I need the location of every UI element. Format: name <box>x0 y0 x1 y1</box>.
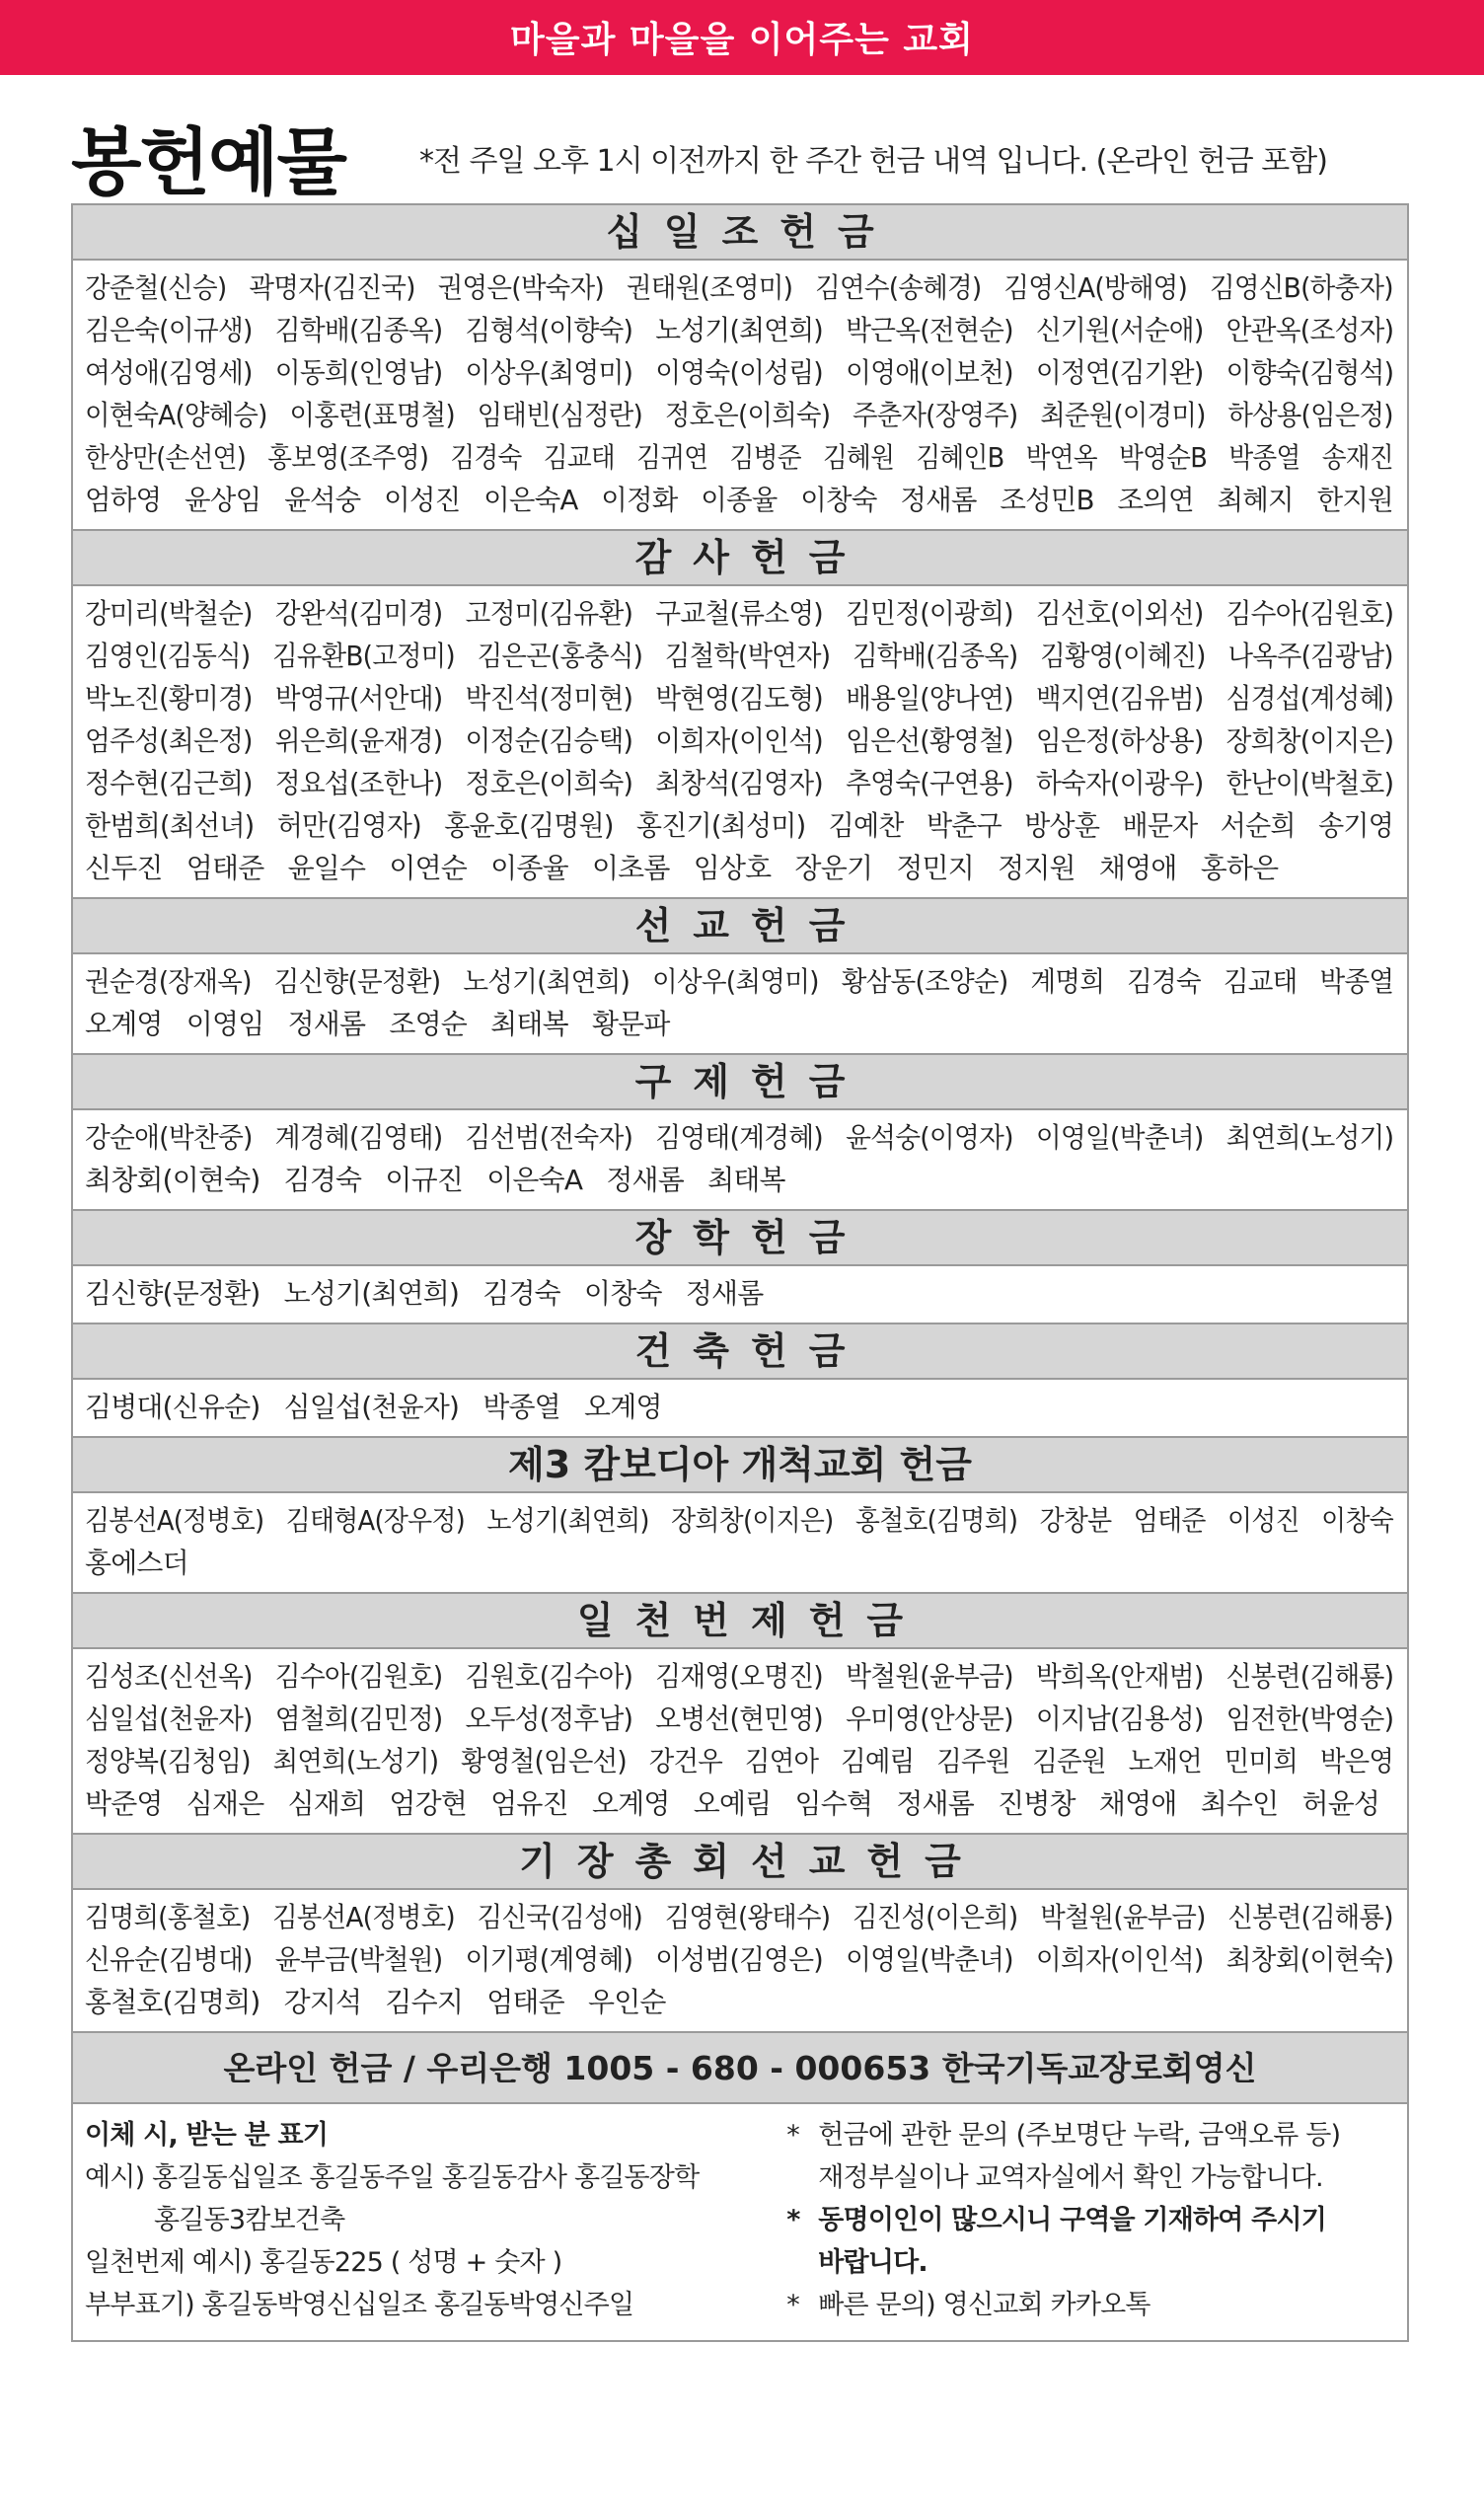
name-line: 정양복(김청임) 최연희(노성기) 황영철(임은선) 강건우 김연아 김예림 김주원 김준원 노재언 민미희 박은영 <box>85 1745 1394 1777</box>
name-line: 심일섭(천윤자) 염철희(김민정) 오두성(정후남) 오병선(현민영) 우미영(안상문) 이지남(김용성) 임전한(박영순) <box>85 1702 1394 1735</box>
name-line: 박준영 심재은 심재희 엄강현 엄유진 오계영 오예림 임수혁 정새롬 진병창 채영애 최수인 허윤성 <box>85 1787 1380 1820</box>
section-names <box>73 261 1407 531</box>
couple-example: 부부표기) 홍길동박영신십일조 홍길동박영신주일 <box>85 2290 634 2320</box>
name-line: 한범희(최선녀) 허만(김영자) 홍윤호(김명원) 홍진기(최성미) 김예찬 박춘구 방상훈 배문자 서순희 송기영 <box>85 809 1394 842</box>
transfer-title: 이체 시, 받는 분 표기 <box>85 2120 329 2151</box>
name-line: 최창회(이현숙) 김경숙 이규진 이은숙A 정새롬 최태복 <box>85 1164 785 1196</box>
section-title: 일천번제헌금 <box>73 1594 1407 1649</box>
inquiry-note-1-line1: 헌금에 관한 문의 (주보명단 누락, 금액오류 등) <box>818 2120 1341 2151</box>
inquiry-notes <box>786 2114 1395 2326</box>
asterisk-icon: * <box>786 2205 800 2235</box>
name-line: 김신향(문정환) 노성기(최연희) 김경숙 이창숙 정새롬 <box>85 1277 764 1310</box>
transfer-example: 예시) 홍길동십일조 홍길동주일 홍길동감사 홍길동장학 <box>85 2162 700 2193</box>
inquiry-note-2-line1: 동명이인이 많으시니 구역을 기재하여 주시기 <box>818 2205 1327 2235</box>
section-title: 선교헌금 <box>73 899 1407 954</box>
asterisk-icon: * <box>786 2290 799 2320</box>
name-line: 권순경(장재옥) 김신향(문정환) 노성기(최연희) 이상우(최영미) 황삼동(조양순) 계명희 김경숙 김교태 박종열 <box>85 965 1394 998</box>
transfer-instructions <box>85 2114 786 2326</box>
section-title: 기장총회선교헌금 <box>73 1835 1407 1890</box>
section-names <box>73 1110 1407 1211</box>
name-line: 신유순(김병대) 윤부금(박철원) 이기평(계영혜) 이성범(김영은) 이영일(박춘녀) 이희자(이인석) 최창회(이현숙) <box>85 1943 1394 1976</box>
name-line: 김은숙(이규생) 김학배(김종옥) 김형석(이향숙) 노성기(최연희) 박근옥(전현순) 신기원(서순애) 안관옥(조성자) <box>85 314 1394 346</box>
name-line: 김영인(김동식) 김유환B(고정미) 김은곤(홍충식) 김철학(박연자) 김학배(김종옥) 김황영(이혜진) 나옥주(김광남) <box>85 640 1393 672</box>
name-line: 김명희(홍철호) 김봉선A(정병호) 김신국(김성애) 김영현(왕태수) 김진성(이은희) 박철원(윤부금) 신봉련(김해룡) <box>85 1901 1393 1933</box>
name-line: 홍철호(김명희) 강지석 김수지 엄태준 우인순 <box>85 1986 666 2018</box>
section-title: 십일조헌금 <box>73 205 1407 261</box>
section-title: 건축헌금 <box>73 1324 1407 1380</box>
inquiry-note-2 <box>786 2199 1395 2284</box>
section-names <box>73 1890 1407 2033</box>
section-title: 감사헌금 <box>73 531 1407 586</box>
section-names <box>73 954 1407 1055</box>
thousand-offering-example: 일천번제 예시) 홍길동225 ( 성명 + 숫자 ) <box>85 2247 562 2278</box>
section-names <box>73 1493 1407 1594</box>
name-line: 엄하영 윤상임 윤석숭 이성진 이은숙A 이정화 이종율 이창숙 정새롬 조성민B 조의연 최혜지 한지원 <box>85 484 1393 516</box>
page-title: 봉헌예물 <box>71 120 345 205</box>
inquiry-note-1-line2: 재정부실이나 교역자실에서 확인 가능합니다. <box>818 2162 1323 2193</box>
online-offering-info <box>73 2104 1407 2340</box>
name-line: 김봉선A(정병호) 김태형A(장우정) 노성기(최연희) 장희창(이지은) 홍철호(김명희) 강창분 엄태준 이성진 이창숙 <box>85 1504 1394 1537</box>
offering-sections <box>73 205 1407 2033</box>
inquiry-note-1 <box>786 2114 1395 2199</box>
name-line: 오계영 이영임 정새롬 조영순 최태복 황문파 <box>85 1008 670 1040</box>
name-line: 신두진 엄태준 윤일수 이연순 이종율 이초롬 임상호 장운기 정민지 정지원 채영애 홍하은 <box>85 852 1279 884</box>
name-line: 김성조(신선옥) 김수아(김원호) 김원호(김수아) 김재영(오명진) 박철원(윤부금) 박희옥(안재범) 신봉련(김해룡) <box>85 1660 1394 1693</box>
inquiry-note-3 <box>786 2284 1395 2326</box>
section-title: 장학헌금 <box>73 1211 1407 1266</box>
name-line: 홍에스더 <box>85 1547 188 1579</box>
name-line: 강미리(박철순) 강완석(김미경) 고정미(김유환) 구교철(류소영) 김민정(이광희) 김선호(이외선) 김수아(김원호) <box>85 597 1394 630</box>
name-line: 한상만(손선연) 홍보영(조주영) 김경숙 김교태 김귀연 김병준 김혜원 김혜인B 박연옥 박영순B 박종열 송재진 <box>85 441 1393 474</box>
name-line: 김병대(신유순) 심일섭(천윤자) 박종열 오계영 <box>85 1391 662 1423</box>
section-names <box>73 586 1407 899</box>
section-names <box>73 1649 1407 1835</box>
inquiry-note-2-line2: 바랍니다. <box>818 2247 928 2278</box>
asterisk-icon: * <box>786 2120 799 2151</box>
section-title: 제3 캄보디아 개척교회 헌금 <box>73 1438 1407 1493</box>
header-banner: 마을과 마을을 이어주는 교회 <box>0 0 1484 75</box>
online-offering-header: 온라인 헌금 / 우리은행 1005 - 680 - 000653 한국기독교장로회영신 <box>73 2033 1407 2104</box>
offerings-box <box>71 203 1409 2342</box>
name-line: 정수현(김근희) 정요섭(조한나) 정호은(이희숙) 최창석(김영자) 추영숙(구연용) 하숙자(이광우) 한난이(박철호) <box>85 767 1394 799</box>
section-title: 구제헌금 <box>73 1055 1407 1110</box>
section-names <box>73 1266 1407 1324</box>
cutoff-note: *전 주일 오후 1시 이전까지 한 주간 헌금 내역 입니다. (온라인 헌금 포함) <box>419 144 1327 179</box>
name-line: 강순애(박찬중) 계경혜(김영태) 김선범(전숙자) 김영태(계경혜) 윤석숭(이영자) 이영일(박춘녀) 최연희(노성기) <box>85 1121 1394 1154</box>
section-names <box>73 1380 1407 1438</box>
name-line: 이현숙A(양혜승) 이홍련(표명철) 임태빈(심정란) 정호은(이희숙) 주춘자(장영주) 최준원(이경미) 하상용(임은정) <box>85 399 1393 431</box>
transfer-example-cont: 홍길동3캄보건축 <box>154 2205 345 2235</box>
name-line: 여성애(김영세) 이동희(인영남) 이상우(최영미) 이영숙(이성림) 이영애(이보천) 이정연(김기완) 이향숙(김형석) <box>85 356 1394 389</box>
inquiry-note-3-line1: 빠른 문의) 영신교회 카카오톡 <box>818 2290 1150 2320</box>
name-line: 강준철(신승) 곽명자(김진국) 권영은(박숙자) 권태원(조영미) 김연수(송혜경) 김영신A(방해영) 김영신B(하충자) <box>85 271 1393 304</box>
name-line: 박노진(황미경) 박영규(서안대) 박진석(정미현) 박현영(김도형) 배용일(양나연) 백지연(김유범) 심경섭(계성혜) <box>85 682 1394 715</box>
name-line: 엄주성(최은정) 위은희(윤재경) 이정순(김승택) 이희자(이인석) 임은선(황영철) 임은정(하상용) 장희창(이지은) <box>85 724 1394 757</box>
